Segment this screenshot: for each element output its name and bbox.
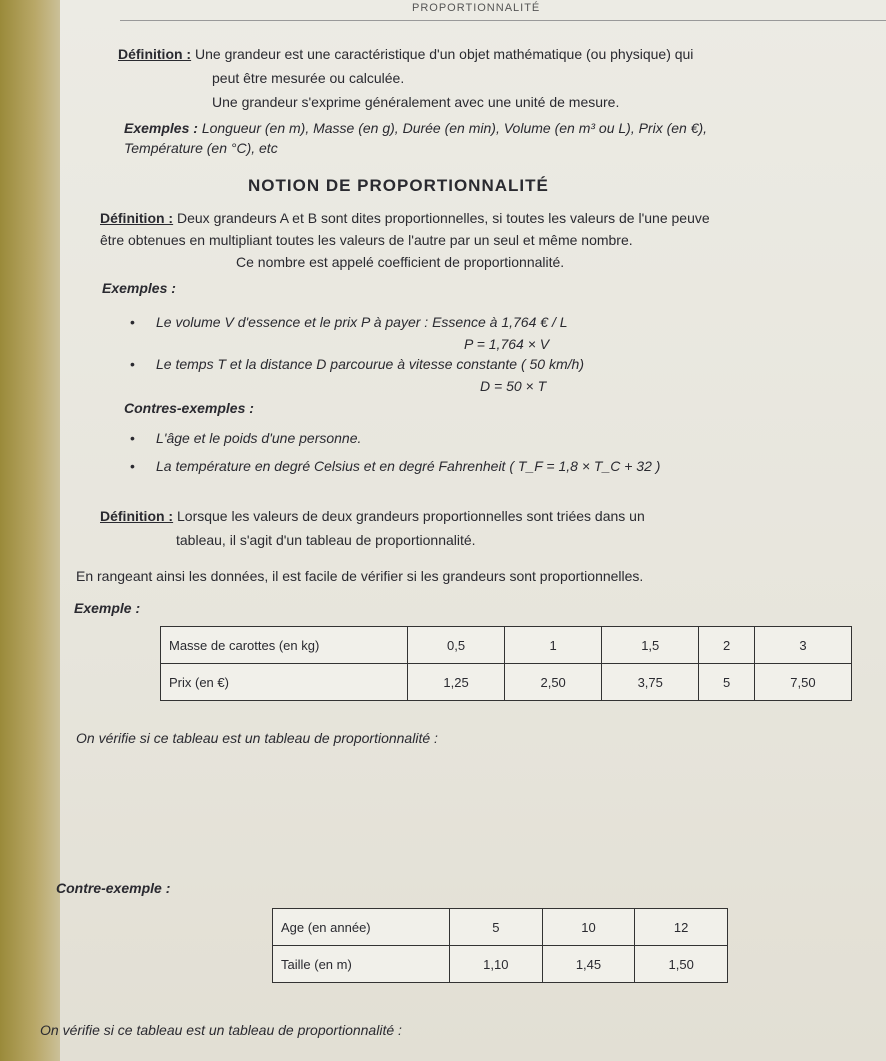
counter-example-table [272,908,728,983]
examples-units-line-1 [124,120,707,136]
definition-proportionnelles-line-1 [100,210,710,226]
table-cell: 2 [699,627,755,664]
table-cell: 1,10 [450,946,543,983]
table-cell: 3 [754,627,851,664]
definition-text: Lorsque les valeurs de deux grandeurs proportionnelles sont triées dans un [177,508,645,524]
table-cell: Age (en année) [273,909,450,946]
table-cell: 1,5 [602,627,699,664]
definition-label: Définition : [100,508,174,524]
proportionality-table [160,626,852,701]
table-cell: 7,50 [754,664,851,701]
table-row [273,946,728,983]
table-cell: 1 [505,627,602,664]
table-cell: 0,5 [408,627,505,664]
table-row [273,909,728,946]
table-cell: 1,50 [635,946,728,983]
table-cell: Prix (en €) [161,664,408,701]
table-cell: 10 [542,909,635,946]
table-cell: 12 [635,909,728,946]
examples-heading: Exemples : [102,280,176,296]
counter-example-age: L'âge et le poids d'une personne. [156,430,362,446]
definition-grandeur-line-3: Une grandeur s'exprime généralement avec une unité de mesure. [212,94,620,110]
example-essence: Le volume V d'essence et le prix P à payer : Essence à 1,764 € / L [156,314,568,330]
verify-line-1: On vérifie si ce tableau est un tableau de proportionnalité : [76,730,438,746]
definition-tableau-line-1 [100,508,645,524]
definition-label: Définition : [100,210,174,226]
section-title: NOTION DE PROPORTIONNALITÉ [248,176,549,195]
counter-examples-heading: Contres-exemples : [124,400,254,416]
table-cell: 2,50 [505,664,602,701]
examples-text: Longueur (en m), Masse (en g), Durée (en min), Volume (en m³ ou L), Prix (en €), [201,120,708,136]
bullet-icon: • [130,356,135,372]
table-cell: Taille (en m) [273,946,450,983]
contre-exemple-heading: Contre-exemple : [56,880,171,896]
counter-example-temperature: La température en degré Celsius et en degré Fahrenheit ( T_F = 1,8 × T_C + 32 ) [156,458,661,474]
running-header: PROPORTIONNALITÉ [412,2,541,14]
header-rule [120,20,886,21]
bullet-icon: • [130,458,135,474]
formula-distance: D = 50 × T [480,378,547,394]
formula-price: P = 1,764 × V [464,336,550,352]
table-cell: 1,25 [408,664,505,701]
table-cell: 5 [450,909,543,946]
table-cell: 3,75 [602,664,699,701]
definition-text: Deux grandeurs A et B sont dites proportionnelles, si toutes les valeurs de l'une peuve [177,210,710,226]
definition-grandeur-line-1 [118,46,693,62]
table-cell: 5 [699,664,755,701]
example-distance: Le temps T et la distance D parcourue à vitesse constante ( 50 km/h) [156,356,584,372]
bullet-icon: • [130,314,135,330]
verify-line-2: On vérifie si ce tableau est un tableau de proportionnalité : [40,1022,402,1038]
examples-units-line-2: Température (en °C), etc [124,140,278,156]
definition-tableau-line-2: tableau, il s'agit d'un tableau de proportionnalité. [176,532,476,548]
bullet-icon: • [130,430,135,446]
definition-label: Définition : [118,46,192,62]
examples-label: Exemples : [124,120,198,136]
definition-grandeur-line-2: peut être mesurée ou calculée. [212,70,405,86]
paragraph-ranking: En rangeant ainsi les données, il est facile de vérifier si les grandeurs sont proportionnelles. [76,568,644,584]
definition-proportionnelles-line-3: Ce nombre est appelé coefficient de proportionnalité. [236,254,565,270]
table-cell: 1,45 [542,946,635,983]
table-row [161,627,852,664]
definition-text: Une grandeur est une caractéristique d'un objet mathématique (ou physique) qui [195,46,694,62]
table-row [161,664,852,701]
page-sheet [60,0,886,1061]
table-cell: Masse de carottes (en kg) [161,627,408,664]
definition-proportionnelles-line-2: être obtenues en multipliant toutes les valeurs de l'autre par un seul et même nombre. [100,232,633,248]
exemple-heading: Exemple : [74,600,141,616]
